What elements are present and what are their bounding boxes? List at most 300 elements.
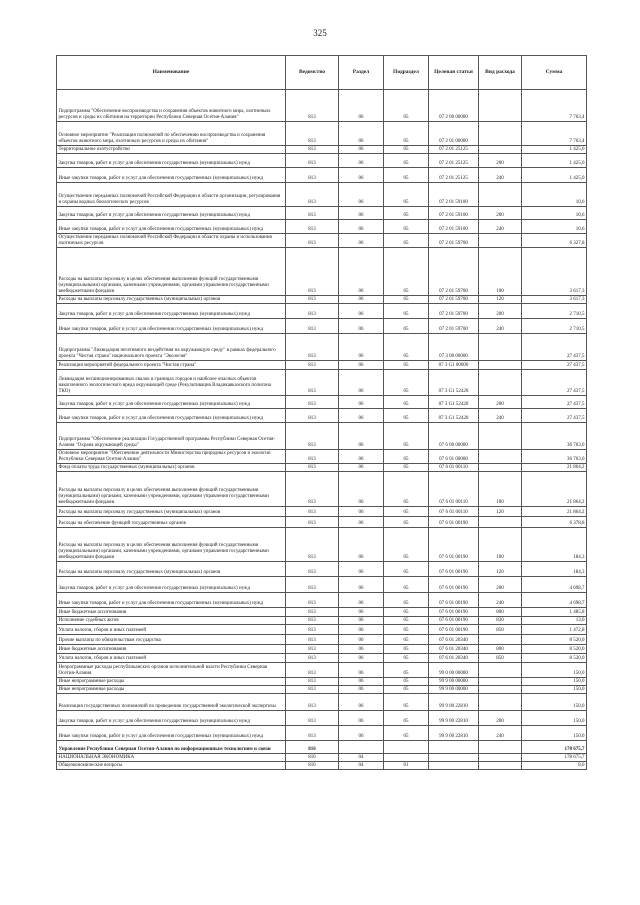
cell-tselevaya-statya: 07 2 01 59700 xyxy=(429,248,479,296)
cell-tselevaya-statya: 07 6 01 00110 xyxy=(429,464,479,472)
cell-podrazdel: 05 xyxy=(384,90,429,122)
table-row xyxy=(57,296,587,304)
cell-summa: 10,6 xyxy=(522,220,587,234)
cell-podrazdel: 05 xyxy=(384,409,429,423)
cell-razdel: 06 xyxy=(339,296,384,304)
table-header xyxy=(57,56,587,90)
cell-vid-raskhoda: 200 xyxy=(479,711,522,726)
cell-name: Прочие выплаты по обязательствам государства xyxy=(57,635,286,645)
cell-tselevaya-statya: 99 9 00 22810 xyxy=(429,694,479,711)
table-row xyxy=(57,686,587,694)
cell-vid-raskhoda xyxy=(479,694,522,711)
cell-razdel: 06 xyxy=(339,625,384,635)
cell-name: Подпрограмма "Обеспечение реализации Государственной программы Республики Северная Осетия-Алания "Охрана окружающей среды" xyxy=(57,423,286,450)
cell-razdel: 06 xyxy=(339,396,384,409)
cell-tselevaya-statya xyxy=(429,762,479,770)
cell-podrazdel: 05 xyxy=(384,625,429,635)
cell-vid-raskhoda: 200 xyxy=(479,396,522,409)
cell-summa: 150,0 xyxy=(522,663,587,678)
cell-vid-raskhoda: 100 xyxy=(479,528,522,562)
cell-podrazdel: 05 xyxy=(384,635,429,645)
cell-name: Иные закупки товаров, работ и услуг для обеспечения государственных (муниципальных) нужд xyxy=(57,168,286,183)
cell-vedomstvo: 813 xyxy=(286,617,339,625)
cell-tselevaya-statya: 07 6 01 00110 xyxy=(429,507,479,517)
cell-podrazdel: 05 xyxy=(384,562,429,577)
cell-vid-raskhoda: 200 xyxy=(479,207,522,220)
cell-podrazdel: 05 xyxy=(384,361,429,370)
cell-vid-raskhoda xyxy=(479,146,522,154)
cell-summa: 4 698,7 xyxy=(522,593,587,608)
cell-tselevaya-statya: 07 2 01 59700 xyxy=(429,319,479,334)
table-row xyxy=(57,472,587,507)
cell-razdel: 06 xyxy=(339,654,384,663)
cell-vedomstvo: 813 xyxy=(286,686,339,694)
cell-razdel: 06 xyxy=(339,577,384,593)
cell-razdel xyxy=(339,741,384,754)
cell-name: Иные непрограммные расходы xyxy=(57,678,286,686)
cell-vid-raskhoda: 830 xyxy=(479,617,522,625)
cell-vedomstvo: 813 xyxy=(286,472,339,507)
cell-razdel: 06 xyxy=(339,617,384,625)
table-row xyxy=(57,617,587,625)
cell-vedomstvo: 813 xyxy=(286,450,339,464)
table-row xyxy=(57,654,587,663)
cell-vedomstvo: 813 xyxy=(286,370,339,396)
cell-summa: 150,0 xyxy=(522,711,587,726)
header-summa: Сумма xyxy=(522,56,587,90)
cell-vid-raskhoda xyxy=(479,754,522,762)
cell-razdel: 06 xyxy=(339,517,384,528)
cell-summa: 3 617,3 xyxy=(522,248,587,296)
cell-tselevaya-statya: 99 9 00 22810 xyxy=(429,711,479,726)
cell-podrazdel: 05 xyxy=(384,726,429,741)
cell-tselevaya-statya: 07 6 01 00000 xyxy=(429,450,479,464)
cell-vedomstvo: 813 xyxy=(286,361,339,370)
cell-tselevaya-statya: 07 3 G1 00000 xyxy=(429,361,479,370)
table-row xyxy=(57,663,587,678)
cell-podrazdel: 05 xyxy=(384,396,429,409)
cell-tselevaya-statya: 99 0 00 00000 xyxy=(429,663,479,678)
cell-tselevaya-statya xyxy=(429,754,479,762)
cell-name: Осуществление переданных полномочий Российской Федерации в области охраны и использования охотничьих ресурсов xyxy=(57,234,286,248)
cell-razdel: 06 xyxy=(339,168,384,183)
cell-name: Реализация государственных полномочий по проведению государственной экологической экспертизы xyxy=(57,694,286,711)
table-row xyxy=(57,741,587,754)
table-header-row xyxy=(57,56,587,90)
cell-name: Расходы на выплаты персоналу в целях обеспечения выполнения функций государственными (муниципальными) органами, казенными учреждениями, органами управления государственными внебюджетными фондами xyxy=(57,528,286,562)
cell-podrazdel: 01 xyxy=(384,762,429,770)
table-row xyxy=(57,361,587,370)
cell-vid-raskhoda: 120 xyxy=(479,507,522,517)
cell-razdel: 06 xyxy=(339,593,384,608)
cell-summa: 21 864,2 xyxy=(522,472,587,507)
cell-name: Осуществление переданных полномочий Российской Федерации в области организации, регулирования и охраны водных биологических ресурсов xyxy=(57,183,286,207)
cell-name: Фонд оплаты труда государственных (муниципальных) органов xyxy=(57,464,286,472)
cell-vedomstvo: 813 xyxy=(286,423,339,450)
cell-tselevaya-statya: 07 3 00 00000 xyxy=(429,334,479,361)
cell-podrazdel: 05 xyxy=(384,154,429,168)
cell-summa: 21 864,2 xyxy=(522,464,587,472)
table-body xyxy=(57,90,587,770)
cell-razdel: 06 xyxy=(339,183,384,207)
cell-tselevaya-statya: 07 6 00 00000 xyxy=(429,423,479,450)
cell-podrazdel: 05 xyxy=(384,678,429,686)
cell-razdel: 06 xyxy=(339,319,384,334)
cell-vid-raskhoda: 100 xyxy=(479,472,522,507)
cell-vid-raskhoda xyxy=(479,234,522,248)
cell-razdel: 06 xyxy=(339,90,384,122)
cell-tselevaya-statya: 07 6 01 00190 xyxy=(429,577,479,593)
cell-summa: 8 520,0 xyxy=(522,645,587,654)
cell-summa: 7 763,4 xyxy=(522,90,587,122)
cell-summa: 150,0 xyxy=(522,694,587,711)
cell-vid-raskhoda xyxy=(479,450,522,464)
cell-summa: 10,6 xyxy=(522,183,587,207)
table-row xyxy=(57,562,587,577)
cell-tselevaya-statya: 07 2 01 59100 xyxy=(429,220,479,234)
cell-vid-raskhoda: 120 xyxy=(479,562,522,577)
cell-tselevaya-statya: 07 2 01 25125 xyxy=(429,146,479,154)
cell-name: Закупка товаров, работ и услуг для обеспечения государственных (муниципальных) нужд xyxy=(57,207,286,220)
cell-razdel: 06 xyxy=(339,464,384,472)
cell-vedomstvo: 813 xyxy=(286,207,339,220)
cell-vedomstvo: 813 xyxy=(286,635,339,645)
cell-razdel: 06 xyxy=(339,711,384,726)
cell-name: Иные бюджетные ассигнования xyxy=(57,608,286,617)
cell-vedomstvo: 813 xyxy=(286,694,339,711)
cell-vedomstvo: 813 xyxy=(286,625,339,635)
cell-name: Общеэкономические вопросы xyxy=(57,762,286,770)
cell-summa: 150,0 xyxy=(522,678,587,686)
cell-summa: 8,0 xyxy=(522,762,587,770)
cell-vid-raskhoda: 100 xyxy=(479,248,522,296)
table-row xyxy=(57,464,587,472)
cell-podrazdel: 05 xyxy=(384,517,429,528)
table-row xyxy=(57,711,587,726)
cell-vedomstvo: 813 xyxy=(286,168,339,183)
cell-razdel: 06 xyxy=(339,146,384,154)
cell-razdel: 06 xyxy=(339,528,384,562)
cell-vid-raskhoda xyxy=(479,741,522,754)
cell-name: Расходы на выплаты персоналу государственных (муниципальных) органов xyxy=(57,507,286,517)
cell-summa: 1 425,0 xyxy=(522,154,587,168)
cell-tselevaya-statya xyxy=(429,741,479,754)
cell-vedomstvo: 813 xyxy=(286,517,339,528)
cell-name: Закупка товаров, работ и услуг для обеспечения государственных (муниципальных) нужд xyxy=(57,154,286,168)
cell-podrazdel: 05 xyxy=(384,319,429,334)
cell-podrazdel: 05 xyxy=(384,528,429,562)
cell-razdel: 06 xyxy=(339,234,384,248)
header-tselevaya-statya: Целевая статья xyxy=(429,56,479,90)
cell-vedomstvo: 813 xyxy=(286,608,339,617)
cell-vedomstvo: 813 xyxy=(286,645,339,654)
cell-vedomstvo: 813 xyxy=(286,396,339,409)
cell-podrazdel: 05 xyxy=(384,183,429,207)
cell-name: Закупка товаров, работ и услуг для обеспечения государственных (муниципальных) нужд xyxy=(57,304,286,319)
cell-tselevaya-statya: 07 6 01 00110 xyxy=(429,472,479,507)
cell-podrazdel: 05 xyxy=(384,234,429,248)
cell-tselevaya-statya: 07 2 00 00000 xyxy=(429,90,479,122)
cell-vedomstvo: 813 xyxy=(286,577,339,593)
cell-summa: 184,3 xyxy=(522,562,587,577)
cell-podrazdel: 05 xyxy=(384,146,429,154)
cell-summa: 1 472,8 xyxy=(522,625,587,635)
cell-tselevaya-statya: 07 6 01 00190 xyxy=(429,517,479,528)
cell-vid-raskhoda: 240 xyxy=(479,220,522,234)
cell-vedomstvo: 813 xyxy=(286,220,339,234)
cell-podrazdel: 05 xyxy=(384,507,429,517)
cell-name: Расходы на выплаты персоналу государственных (муниципальных) органов xyxy=(57,562,286,577)
cell-summa: 1 425,0 xyxy=(522,146,587,154)
header-vedomstvo: Ведомство xyxy=(286,56,339,90)
cell-tselevaya-statya: 07 2 01 59700 xyxy=(429,296,479,304)
cell-razdel: 06 xyxy=(339,678,384,686)
cell-razdel: 06 xyxy=(339,686,384,694)
cell-summa: 6 378,8 xyxy=(522,517,587,528)
cell-razdel: 06 xyxy=(339,694,384,711)
cell-summa: 1 485,8 xyxy=(522,608,587,617)
cell-vedomstvo: 813 xyxy=(286,90,339,122)
cell-podrazdel: 05 xyxy=(384,654,429,663)
cell-vedomstvo: 813 xyxy=(286,146,339,154)
cell-summa: 13,0 xyxy=(522,617,587,625)
cell-razdel: 06 xyxy=(339,220,384,234)
cell-vid-raskhoda xyxy=(479,90,522,122)
cell-vid-raskhoda xyxy=(479,464,522,472)
cell-summa: 150,0 xyxy=(522,726,587,741)
cell-summa: 1 425,0 xyxy=(522,168,587,183)
cell-name: Иные закупки товаров, работ и услуг для обеспечения государственных (муниципальных) нужд xyxy=(57,409,286,423)
cell-tselevaya-statya: 07 6 01 20340 xyxy=(429,654,479,663)
table-row xyxy=(57,762,587,770)
page-number: 325 xyxy=(313,28,327,38)
table-row xyxy=(57,528,587,562)
cell-vid-raskhoda: 240 xyxy=(479,726,522,741)
cell-vid-raskhoda: 800 xyxy=(479,608,522,617)
cell-tselevaya-statya: 99 9 00 00000 xyxy=(429,678,479,686)
header-vid-raskhoda: Вид расхода xyxy=(479,56,522,90)
cell-name: Исполнение судебных актов xyxy=(57,617,286,625)
cell-summa: 6 327,8 xyxy=(522,234,587,248)
cell-vid-raskhoda xyxy=(479,678,522,686)
table-row xyxy=(57,754,587,762)
cell-vedomstvo: 813 xyxy=(286,248,339,296)
budget-table xyxy=(56,55,587,770)
cell-vid-raskhoda: 120 xyxy=(479,296,522,304)
cell-tselevaya-statya: 07 2 01 00000 xyxy=(429,122,479,146)
cell-tselevaya-statya: 07 2 01 25125 xyxy=(429,154,479,168)
table-row xyxy=(57,577,587,593)
cell-podrazdel: 05 xyxy=(384,370,429,396)
table-row xyxy=(57,234,587,248)
cell-podrazdel: 05 xyxy=(384,423,429,450)
cell-summa: 27 437,5 xyxy=(522,334,587,361)
table-row xyxy=(57,154,587,168)
cell-razdel: 04 xyxy=(339,762,384,770)
cell-razdel: 06 xyxy=(339,334,384,361)
cell-summa: 27 437,5 xyxy=(522,396,587,409)
table-row xyxy=(57,608,587,617)
cell-vid-raskhoda: 200 xyxy=(479,304,522,319)
table-row xyxy=(57,423,587,450)
cell-name: Подпрограмма "Ликвидация негативного воздействия на окружающую среду" в рамках федерального проекта "Чистая страна" национального проекта "Экология" xyxy=(57,334,286,361)
cell-tselevaya-statya: 07 6 01 00190 xyxy=(429,528,479,562)
cell-razdel: 06 xyxy=(339,608,384,617)
cell-vedomstvo: 813 xyxy=(286,711,339,726)
cell-summa: 36 763,0 xyxy=(522,423,587,450)
cell-vedomstvo: 813 xyxy=(286,296,339,304)
cell-summa: 178 675,7 xyxy=(522,754,587,762)
cell-tselevaya-statya: 07 6 01 00190 xyxy=(429,625,479,635)
cell-vid-raskhoda xyxy=(479,122,522,146)
header-razdel: Раздел xyxy=(339,56,384,90)
header-podrazdel: Подраздел xyxy=(384,56,429,90)
cell-summa: 3 617,3 xyxy=(522,296,587,304)
cell-vedomstvo: 813 xyxy=(286,678,339,686)
cell-razdel: 06 xyxy=(339,726,384,741)
cell-podrazdel xyxy=(384,754,429,762)
cell-podrazdel: 05 xyxy=(384,694,429,711)
cell-tselevaya-statya: 07 6 01 00190 xyxy=(429,562,479,577)
cell-razdel: 06 xyxy=(339,409,384,423)
table-row xyxy=(57,450,587,464)
table-row xyxy=(57,593,587,608)
cell-vid-raskhoda: 850 xyxy=(479,625,522,635)
cell-summa: 36 763,0 xyxy=(522,450,587,464)
cell-vid-raskhoda: 850 xyxy=(479,654,522,663)
cell-razdel: 06 xyxy=(339,423,384,450)
table-row xyxy=(57,635,587,645)
cell-name: Управление Республики Северная Осетия-Алания по информационным технологиям и связи xyxy=(57,741,286,754)
cell-tselevaya-statya: 07 2 01 25125 xyxy=(429,168,479,183)
cell-vedomstvo: 813 xyxy=(286,304,339,319)
cell-razdel: 06 xyxy=(339,361,384,370)
cell-summa: 8 520,0 xyxy=(522,654,587,663)
cell-name: Иные непрограммные расходы xyxy=(57,686,286,694)
cell-tselevaya-statya: 07 2 01 59700 xyxy=(429,234,479,248)
cell-name: Расходы на выплаты персоналу в целях обеспечения выполнения функций государственными (муниципальными) органами, казенными учреждениями, органами управления государственными внебюджетными фондами xyxy=(57,472,286,507)
cell-podrazdel xyxy=(384,741,429,754)
cell-name: Закупка товаров, работ и услуг для обеспечения государственных (муниципальных) нужд xyxy=(57,577,286,593)
cell-razdel: 06 xyxy=(339,154,384,168)
cell-tselevaya-statya: 07 6 01 00190 xyxy=(429,608,479,617)
table-row xyxy=(57,220,587,234)
table-row xyxy=(57,248,587,296)
cell-tselevaya-statya: 07 3 G1 52420 xyxy=(429,396,479,409)
cell-name: Расходы на выплаты персоналу в целях обеспечения выполнения функций государственными (муниципальными) органами, казенными учреждениями, органами управления государственными внебюджетными фондами xyxy=(57,248,286,296)
cell-name: Территориальное охотустройство xyxy=(57,146,286,154)
table-row xyxy=(57,146,587,154)
cell-summa: 184,3 xyxy=(522,528,587,562)
cell-podrazdel: 05 xyxy=(384,577,429,593)
table-row xyxy=(57,694,587,711)
cell-tselevaya-statya: 99 9 00 22810 xyxy=(429,726,479,741)
cell-name: Иные закупки товаров, работ и услуг для обеспечения государственных (муниципальных) нужд xyxy=(57,319,286,334)
table-row xyxy=(57,678,587,686)
cell-podrazdel: 05 xyxy=(384,686,429,694)
cell-podrazdel: 05 xyxy=(384,296,429,304)
cell-razdel: 06 xyxy=(339,450,384,464)
cell-tselevaya-statya: 07 6 01 20340 xyxy=(429,635,479,645)
cell-podrazdel: 05 xyxy=(384,220,429,234)
cell-razdel: 04 xyxy=(339,754,384,762)
cell-razdel: 06 xyxy=(339,663,384,678)
cell-razdel: 06 xyxy=(339,370,384,396)
cell-podrazdel: 05 xyxy=(384,711,429,726)
cell-tselevaya-statya: 07 6 01 00190 xyxy=(429,617,479,625)
cell-name: Уплата налогов, сборов и иных платежей xyxy=(57,625,286,635)
cell-name: Иные бюджетные ассигнования xyxy=(57,645,286,654)
cell-vedomstvo: 813 xyxy=(286,528,339,562)
cell-tselevaya-statya: 07 3 G1 52420 xyxy=(429,370,479,396)
cell-summa: 27 437,5 xyxy=(522,409,587,423)
cell-vid-raskhoda xyxy=(479,370,522,396)
cell-vid-raskhoda: 240 xyxy=(479,409,522,423)
cell-vedomstvo: 816 xyxy=(286,762,339,770)
cell-razdel: 06 xyxy=(339,122,384,146)
cell-name: Расходы на выплаты персоналу государственных (муниципальных) органов xyxy=(57,296,286,304)
cell-podrazdel: 05 xyxy=(384,334,429,361)
table-row xyxy=(57,517,587,528)
header-name: Наименование xyxy=(57,56,286,90)
table-row xyxy=(57,334,587,361)
cell-razdel: 06 xyxy=(339,248,384,296)
cell-summa: 10,6 xyxy=(522,207,587,220)
cell-podrazdel: 05 xyxy=(384,593,429,608)
cell-summa: 27 437,5 xyxy=(522,361,587,370)
cell-vedomstvo: 813 xyxy=(286,319,339,334)
cell-vid-raskhoda xyxy=(479,517,522,528)
cell-podrazdel: 05 xyxy=(384,617,429,625)
cell-vedomstvo: 813 xyxy=(286,334,339,361)
cell-vid-raskhoda: 200 xyxy=(479,154,522,168)
cell-name: Основное мероприятие "Реализация полномочий по обеспечению воспроизводства и сохранения объектов животного мира, охотничьих ресурсов и среды их обитания" xyxy=(57,122,286,146)
table-row xyxy=(57,304,587,319)
cell-vid-raskhoda xyxy=(479,663,522,678)
cell-tselevaya-statya: 07 2 01 59100 xyxy=(429,207,479,220)
table-row xyxy=(57,122,587,146)
cell-name: НАЦИОНАЛЬНАЯ ЭКОНОМИКА xyxy=(57,754,286,762)
cell-podrazdel: 05 xyxy=(384,168,429,183)
cell-name: Уплата налогов, сборов и иных платежей xyxy=(57,654,286,663)
cell-tselevaya-statya: 07 6 01 20340 xyxy=(429,645,479,654)
table-row xyxy=(57,507,587,517)
cell-tselevaya-statya: 99 9 00 00000 xyxy=(429,686,479,694)
table-row xyxy=(57,319,587,334)
cell-razdel: 06 xyxy=(339,562,384,577)
cell-name: Основное мероприятие "Обеспечение деятельности Министерства природных ресурсов и экологии Республики Северная Осетия-Алания" xyxy=(57,450,286,464)
cell-name: Иные закупки товаров, работ и услуг для обеспечения государственных (муниципальных) нужд xyxy=(57,220,286,234)
cell-razdel: 06 xyxy=(339,507,384,517)
cell-vid-raskhoda xyxy=(479,762,522,770)
cell-name: Закупка товаров, работ и услуг для обеспечения государственных (муниципальных) нужд xyxy=(57,396,286,409)
table-row xyxy=(57,168,587,183)
table-row xyxy=(57,183,587,207)
cell-vedomstvo: 813 xyxy=(286,562,339,577)
cell-vid-raskhoda xyxy=(479,183,522,207)
cell-vid-raskhoda xyxy=(479,423,522,450)
cell-name: Расходы на обеспечение функций государственных органов xyxy=(57,517,286,528)
cell-tselevaya-statya: 07 6 01 00190 xyxy=(429,593,479,608)
cell-razdel: 06 xyxy=(339,645,384,654)
table-row xyxy=(57,625,587,635)
cell-podrazdel: 05 xyxy=(384,663,429,678)
cell-razdel: 06 xyxy=(339,304,384,319)
cell-vedomstvo: 813 xyxy=(286,726,339,741)
table-row xyxy=(57,370,587,396)
cell-summa: 150,0 xyxy=(522,686,587,694)
cell-vid-raskhoda xyxy=(479,686,522,694)
